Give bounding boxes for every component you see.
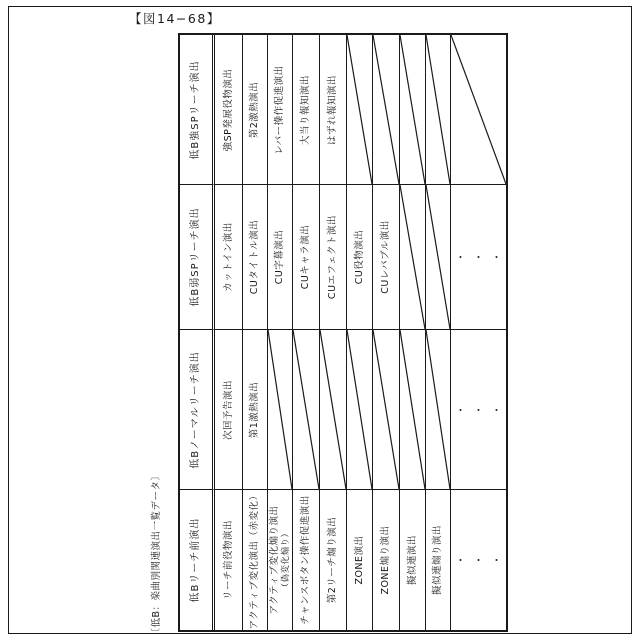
effect-label: 第2リーチ煽り演出 xyxy=(327,516,339,604)
effect-cell xyxy=(215,185,243,330)
diagonal-slash-icon xyxy=(451,35,506,184)
empty-diagonal-cell xyxy=(347,330,373,490)
effect-cell xyxy=(320,185,347,330)
effect-label: CUレバブル演出 xyxy=(380,220,392,294)
effect-label: CU役物演出 xyxy=(353,229,365,285)
row-header-label: 低Bノーマルリーチ演出 xyxy=(189,350,201,469)
effect-label: 次回予告演出 xyxy=(222,379,234,440)
effect-cell xyxy=(320,35,347,185)
diagonal-slash-icon xyxy=(373,35,399,184)
empty-diagonal-cell xyxy=(320,330,347,490)
effect-label: チャンスボタン操作促進演出 xyxy=(300,495,312,625)
effect-label: 強SP発展役物演出 xyxy=(222,68,234,151)
effect-label: CU字幕演出 xyxy=(274,229,286,285)
row-header-cell xyxy=(180,35,215,185)
empty-diagonal-cell xyxy=(426,35,451,185)
effect-label: 擬似連演出 xyxy=(406,534,418,586)
effect-label-main: アクティブ変化煽り演出 xyxy=(268,505,280,615)
effect-cell xyxy=(373,185,400,330)
effect-label: 第2激熱演出 xyxy=(249,81,261,138)
row-header-cell xyxy=(180,185,215,330)
effect-label: 擬似連煽り演出 xyxy=(432,524,444,596)
effect-cell xyxy=(243,185,268,330)
effect-label: ZONE煽り演出 xyxy=(380,525,392,595)
diagonal-slash-icon xyxy=(400,185,425,329)
figure-label: 【図14−68】 xyxy=(129,11,221,26)
diagonal-slash-icon xyxy=(347,35,372,184)
side-label-text: 〔低B：楽曲別関連演出一覧データ〕 xyxy=(151,470,163,638)
effect-cell xyxy=(215,330,243,490)
effect-cell xyxy=(268,490,293,630)
diagonal-slash-icon xyxy=(426,35,450,184)
side-label xyxy=(142,470,172,638)
diagonal-slash-icon xyxy=(373,330,399,489)
ellipsis-label: ・・・ xyxy=(455,403,509,417)
effect-cell xyxy=(268,35,293,185)
effect-cell xyxy=(293,185,320,330)
diagonal-slash-icon xyxy=(400,330,425,489)
ellipsis-cell xyxy=(451,330,509,490)
ellipsis-cell xyxy=(451,490,509,630)
effect-label xyxy=(269,506,292,615)
empty-diagonal-cell xyxy=(268,330,293,490)
effect-label: 第1激熱演出 xyxy=(249,381,261,438)
effect-cell xyxy=(243,35,268,185)
empty-diagonal-cell xyxy=(451,35,506,185)
effect-label: CUエフェクト演出 xyxy=(327,214,339,300)
effect-label: はずれ報知演出 xyxy=(327,74,339,145)
effect-cell xyxy=(243,330,268,490)
empty-diagonal-cell xyxy=(373,35,400,185)
effect-label-sub: （偽変化煽り） xyxy=(280,528,291,592)
effect-label: CUタイトル演出 xyxy=(249,219,261,295)
diagonal-slash-icon xyxy=(426,185,450,329)
effect-cell xyxy=(293,35,320,185)
diagonal-slash-icon xyxy=(320,330,346,489)
ellipsis-label: ・・・ xyxy=(455,554,509,567)
effect-cell xyxy=(320,490,347,630)
effect-cell xyxy=(293,490,320,630)
ellipsis-cell xyxy=(451,185,509,330)
effect-cell xyxy=(268,185,293,330)
effect-cell xyxy=(400,490,426,630)
diagonal-slash-icon xyxy=(400,35,425,184)
empty-diagonal-cell xyxy=(373,330,400,490)
diagonal-slash-icon xyxy=(293,330,319,489)
empty-diagonal-cell xyxy=(400,185,426,330)
row-header-label: 低B弱SPリーチ演出 xyxy=(189,207,201,307)
effect-cell xyxy=(373,490,400,630)
effect-label: 大当り報知演出 xyxy=(300,74,312,145)
effect-cell xyxy=(215,490,243,630)
row-header-label: 低Bリーチ前演出 xyxy=(189,517,201,603)
effect-label: ZONE演出 xyxy=(353,535,365,585)
effect-label: リーチ前役物演出 xyxy=(222,519,234,601)
row-header-label: 低B強SPリーチ演出 xyxy=(189,59,201,160)
performance-table xyxy=(178,33,508,632)
effect-cell xyxy=(347,490,373,630)
effect-label: CUキャラ演出 xyxy=(300,224,312,290)
effect-cell xyxy=(243,490,268,630)
effect-label: レバー操作促進演出 xyxy=(274,64,286,155)
effect-label: カットイン演出 xyxy=(222,222,234,292)
empty-diagonal-cell xyxy=(400,330,426,490)
row-header-cell xyxy=(180,490,215,630)
row-header-cell xyxy=(180,330,215,490)
effect-label: アクティブ変化演出（赤変化） xyxy=(249,490,261,630)
empty-diagonal-cell xyxy=(400,35,426,185)
ellipsis-label: ・・・ xyxy=(455,251,509,264)
effect-cell xyxy=(215,35,243,185)
diagonal-slash-icon xyxy=(426,330,450,489)
empty-diagonal-cell xyxy=(293,330,320,490)
diagonal-slash-icon xyxy=(268,330,292,489)
diagonal-slash-icon xyxy=(347,330,372,489)
effect-cell xyxy=(347,185,373,330)
empty-diagonal-cell xyxy=(347,35,373,185)
